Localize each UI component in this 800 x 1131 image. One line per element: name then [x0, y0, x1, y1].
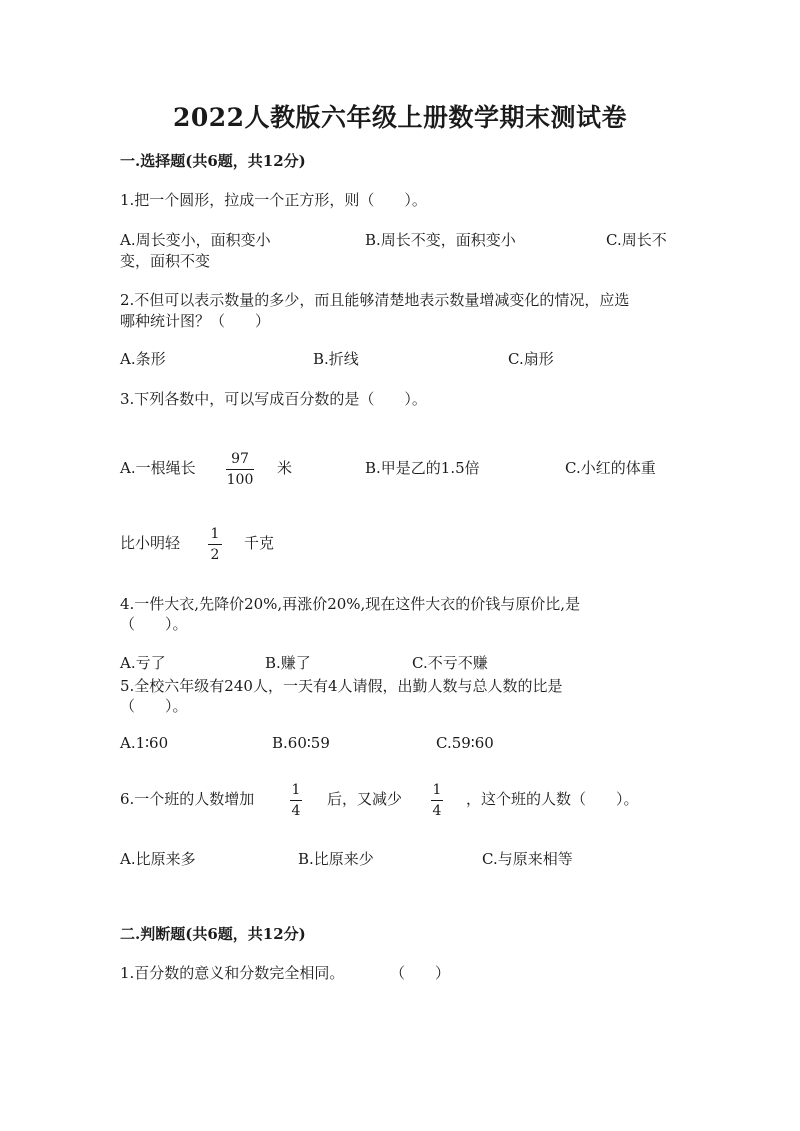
fraction-bar — [290, 800, 302, 801]
fraction-1-4-second — [431, 781, 443, 820]
page-title: 2022人教版六年级上册数学期末测试卷 — [172, 103, 628, 132]
fraction-numerator: 1 — [210, 526, 220, 542]
question-6-option-a[interactable]: A.比原来多 — [120, 850, 196, 868]
question-4-option-a[interactable]: A.亏了 — [120, 654, 166, 672]
fraction-numerator: 1 — [291, 782, 301, 798]
question-1-stem: 1.把一个圆形，拉成一个正方形，则（ ）。 — [120, 191, 427, 209]
judgement-1-stem: 1.百分数的意义和分数完全相同。 — [120, 964, 345, 982]
question-5-option-c[interactable]: C.59∶60 — [436, 734, 494, 752]
question-3-option-a-unit: 米 — [277, 459, 293, 477]
question-3-stem: 3.下列各数中，可以写成百分数的是（ ）。 — [120, 390, 427, 408]
fraction-1-4-first — [290, 781, 302, 820]
fraction-bar — [226, 469, 254, 470]
question-2-option-a[interactable]: A.条形 — [120, 350, 166, 368]
question-3-option-c-unit: 千克 — [244, 534, 275, 552]
section-heading-judgement: 二.判断题(共6题，共12分) — [120, 925, 306, 943]
fraction-denominator: 4 — [291, 803, 301, 819]
question-1-option-c[interactable]: C.周长不 — [606, 231, 667, 249]
question-3-option-b[interactable]: B.甲是乙的1.5倍 — [365, 459, 480, 477]
question-3-option-a[interactable]: A.一根绳长 — [120, 459, 196, 477]
question-6-stem: 6.一个班的人数增加 — [120, 790, 255, 808]
question-2-stem: 2.不但可以表示数量的多少，而且能够清楚地表示数量增减变化的情况，应选 — [120, 291, 630, 309]
question-2-option-c[interactable]: C.扇形 — [508, 350, 554, 368]
fraction-denominator: 2 — [210, 547, 220, 563]
question-1-option-b[interactable]: B.周长不变，面积变小 — [365, 231, 516, 249]
question-4-stem: 4.一件大衣,先降价20%,再涨价20%,现在这件大衣的价钱与原价比,是 — [120, 595, 581, 613]
fraction-numerator: 1 — [432, 782, 442, 798]
question-5-option-a[interactable]: A.1∶60 — [120, 734, 169, 752]
section-heading-choice: 一.选择题(共6题，共12分) — [120, 152, 306, 170]
fraction-bar — [208, 544, 222, 545]
question-3-option-c[interactable]: C.小红的体重 — [565, 459, 656, 477]
question-6-stem-middle: 后，又减少 — [327, 790, 403, 808]
question-5-stem-continued: （ ）。 — [120, 697, 188, 715]
question-2-option-b[interactable]: B.折线 — [313, 350, 359, 368]
question-6-option-b[interactable]: B.比原来少 — [298, 850, 374, 868]
fraction-1-2 — [208, 525, 222, 564]
question-1-option-a[interactable]: A.周长变小，面积变小 — [120, 231, 271, 249]
fraction-numerator: 97 — [231, 451, 249, 467]
fraction-denominator: 100 — [226, 472, 254, 488]
question-4-stem-continued: （ ）。 — [120, 615, 188, 633]
question-6-option-c[interactable]: C.与原来相等 — [482, 850, 573, 868]
question-1-option-c-continued: 变，面积不变 — [120, 252, 211, 270]
question-3-option-c-continued: 比小明轻 — [120, 534, 181, 552]
question-5-option-b[interactable]: B.60∶59 — [272, 734, 330, 752]
fraction-97-100 — [226, 450, 254, 489]
question-4-option-b[interactable]: B.赚了 — [265, 654, 311, 672]
judgement-1-answer-blank[interactable]: （ ） — [390, 964, 451, 982]
question-5-stem: 5.全校六年级有240人，一天有4人请假，出勤人数与总人数的比是 — [120, 677, 563, 695]
question-4-option-c[interactable]: C.不亏不赚 — [412, 654, 488, 672]
question-2-stem-continued: 哪种统计图？（ ） — [120, 312, 271, 330]
fraction-denominator: 4 — [432, 803, 442, 819]
question-6-stem-end: ，这个班的人数（ ）。 — [466, 790, 639, 808]
fraction-bar — [431, 800, 443, 801]
